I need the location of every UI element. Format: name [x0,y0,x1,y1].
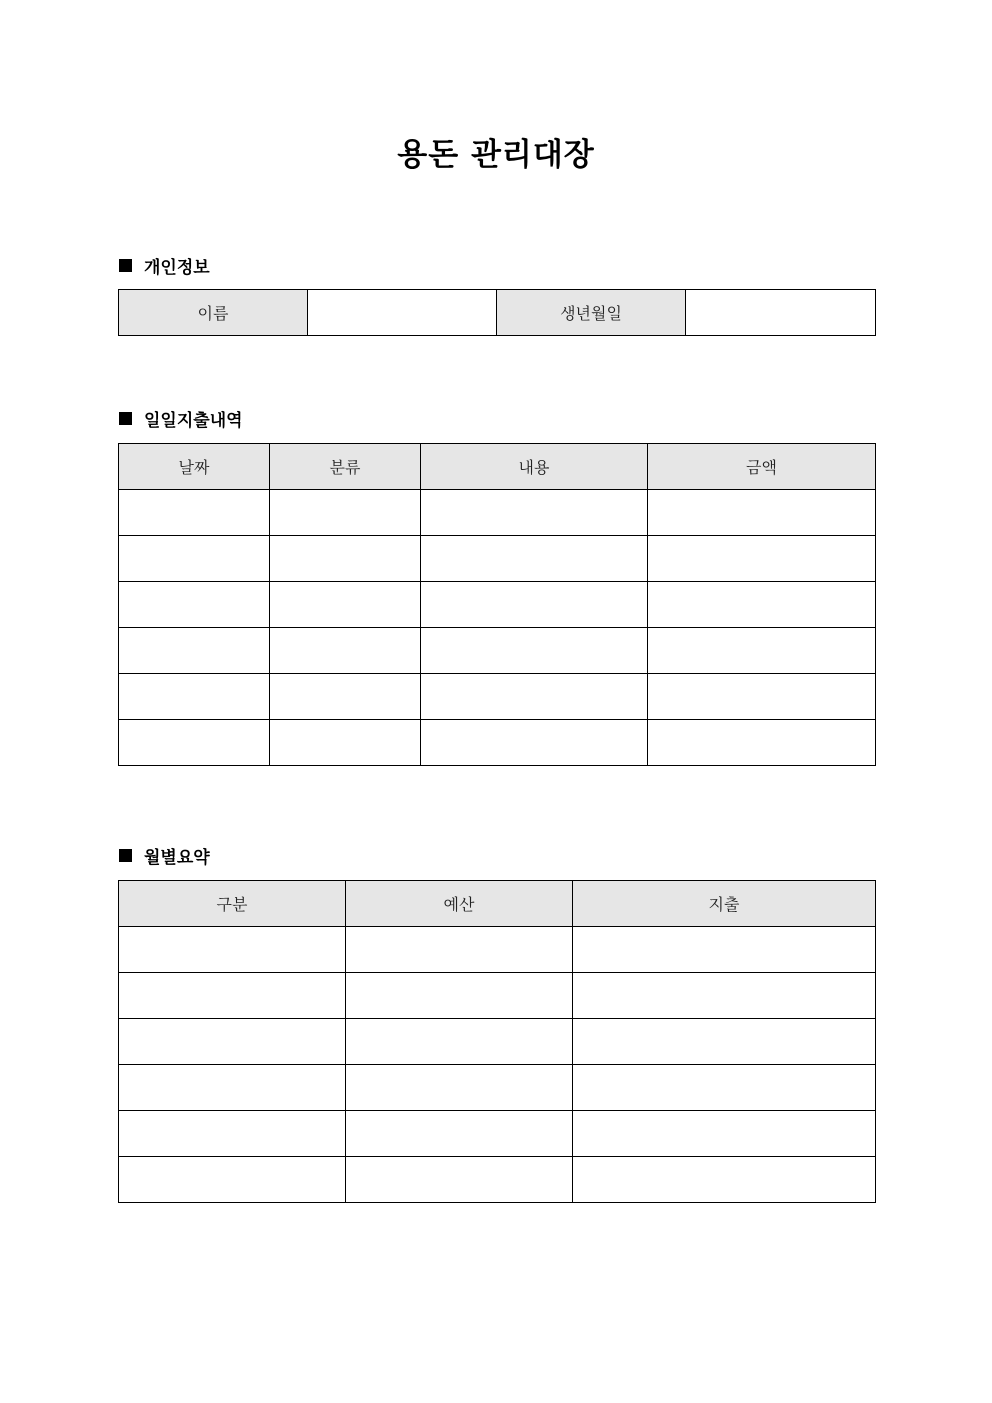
table-row [119,973,876,1019]
table-cell[interactable] [346,1065,573,1111]
table-row [119,1019,876,1065]
table-cell[interactable] [421,582,648,628]
table-cell[interactable] [119,490,270,536]
table-cell[interactable] [270,720,421,766]
personal-info-table [118,289,876,336]
table-row [119,1157,876,1203]
table-row [119,927,876,973]
column-header-amount: 금액 [648,444,876,490]
section-heading-label: 월별요약 [144,847,210,868]
name-field[interactable] [308,290,497,336]
table-row [119,674,876,720]
column-header-spending: 지출 [573,881,876,927]
table-cell[interactable] [573,1019,876,1065]
table-cell[interactable] [119,582,270,628]
table-cell[interactable] [346,1111,573,1157]
section-heading-monthly [119,844,210,866]
table-header-row [119,444,876,490]
table-row [119,490,876,536]
table-cell[interactable] [119,1111,346,1157]
birth-date-label: 생년월일 [497,290,686,336]
section-heading-personal [119,254,210,276]
table-cell[interactable] [573,1157,876,1203]
table-cell[interactable] [421,490,648,536]
table-cell[interactable] [346,973,573,1019]
table-cell[interactable] [119,973,346,1019]
table-cell[interactable] [119,1157,346,1203]
table-header-row [119,881,876,927]
table-cell[interactable] [119,927,346,973]
page-title: 용돈 관리대장 [397,137,595,173]
table-cell[interactable] [119,1065,346,1111]
table-cell[interactable] [119,628,270,674]
table-cell[interactable] [573,973,876,1019]
name-label: 이름 [119,290,308,336]
table-cell[interactable] [421,628,648,674]
table-cell[interactable] [573,927,876,973]
table-row [119,720,876,766]
table-cell[interactable] [119,536,270,582]
birth-date-field[interactable] [686,290,876,336]
table-row [119,290,876,336]
column-header-date: 날짜 [119,444,270,490]
table-cell[interactable] [573,1065,876,1111]
table-cell[interactable] [421,720,648,766]
table-cell[interactable] [270,674,421,720]
column-header-description: 내용 [421,444,648,490]
section-heading-label: 일일지출내역 [144,410,243,431]
square-bullet-icon [119,412,132,425]
square-bullet-icon [119,259,132,272]
table-row [119,1065,876,1111]
table-row [119,1111,876,1157]
table-cell[interactable] [648,628,876,674]
table-cell[interactable] [346,1019,573,1065]
table-row [119,628,876,674]
table-cell[interactable] [270,536,421,582]
table-row [119,582,876,628]
table-cell[interactable] [346,927,573,973]
table-cell[interactable] [119,720,270,766]
table-cell[interactable] [648,674,876,720]
table-cell[interactable] [648,720,876,766]
table-row [119,536,876,582]
table-cell[interactable] [648,536,876,582]
column-header-category: 분류 [270,444,421,490]
table-cell[interactable] [119,674,270,720]
square-bullet-icon [119,849,132,862]
column-header-type: 구분 [119,881,346,927]
monthly-summary-table [118,880,876,1203]
table-cell[interactable] [346,1157,573,1203]
table-cell[interactable] [421,674,648,720]
daily-expense-table [118,443,876,766]
table-cell[interactable] [573,1111,876,1157]
section-heading-daily [119,407,243,429]
table-cell[interactable] [270,628,421,674]
column-header-budget: 예산 [346,881,573,927]
table-cell[interactable] [648,582,876,628]
table-cell[interactable] [119,1019,346,1065]
table-cell[interactable] [648,490,876,536]
table-cell[interactable] [270,490,421,536]
table-cell[interactable] [421,536,648,582]
section-heading-label: 개인정보 [144,257,210,278]
table-cell[interactable] [270,582,421,628]
